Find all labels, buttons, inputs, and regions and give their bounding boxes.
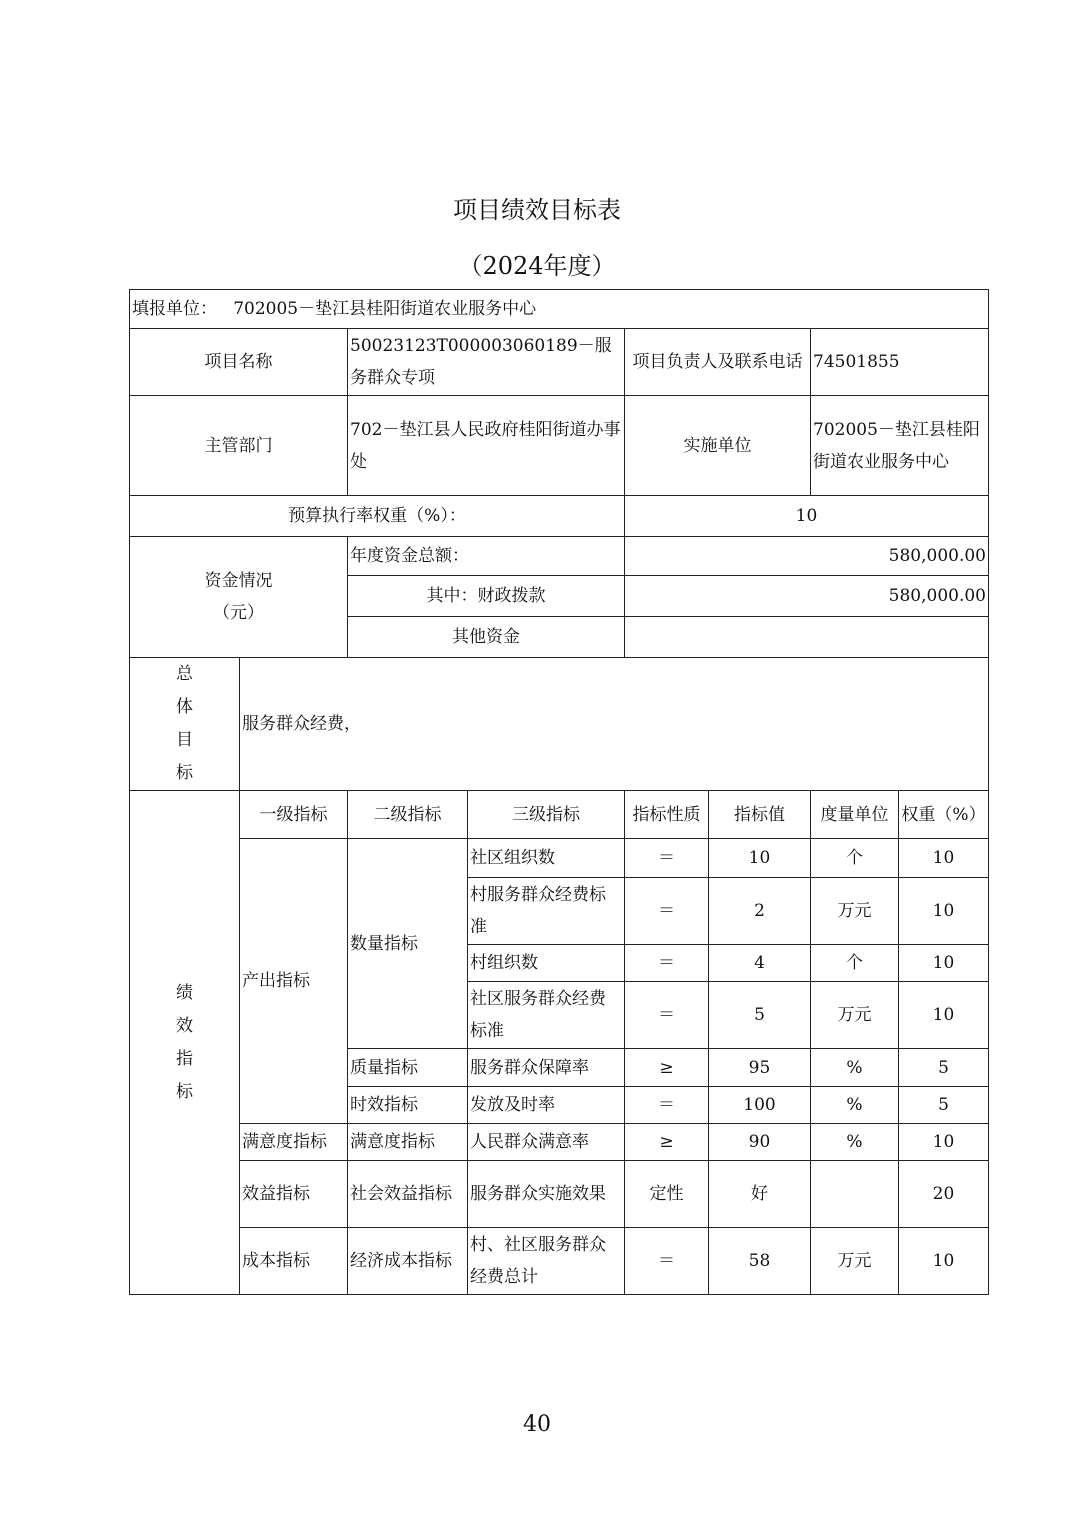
level1-satisfaction: 满意度指标: [240, 1124, 348, 1161]
indicator-value: 10: [709, 839, 811, 878]
indicator-value: 好: [709, 1161, 811, 1228]
funds-label: [130, 537, 348, 658]
page-subtitle: （2024年度）: [458, 252, 616, 280]
indicator-name: 社区服务群众经费标准: [468, 982, 625, 1049]
indicator-nature: ＝: [625, 1228, 709, 1295]
indicator-weight: 10: [899, 839, 989, 878]
goal-value: 服务群众经费，: [240, 658, 989, 791]
indicator-nature: ＝: [625, 982, 709, 1049]
header-unit: 度量单位: [811, 791, 899, 839]
funds-total-label: 年度资金总额：: [348, 537, 625, 576]
dept-label: 主管部门: [130, 396, 348, 496]
indicator-value: 5: [709, 982, 811, 1049]
indicator-unit: 万元: [811, 1228, 899, 1295]
goal-label-char: 目: [176, 730, 193, 750]
level1-benefit: 效益指标: [240, 1161, 348, 1228]
indicator-nature: ＝: [625, 945, 709, 982]
budget-weight-label: 预算执行率权重（%）：: [130, 496, 625, 537]
indicator-unit: %: [811, 1049, 899, 1087]
indicator-value: 90: [709, 1124, 811, 1161]
indicator-weight: 10: [899, 945, 989, 982]
indicator-value: 58: [709, 1228, 811, 1295]
dept-value: 702－垫江县人民政府桂阳街道办事处: [348, 396, 625, 496]
funds-fiscal-label: 其中：财政拨款: [348, 576, 625, 617]
page-title: 项目绩效目标表: [453, 196, 621, 224]
indicator-weight: 5: [899, 1049, 989, 1087]
indicator-weight: 10: [899, 1228, 989, 1295]
indicator-weight: 5: [899, 1087, 989, 1124]
perf-label-char: 效: [176, 1015, 193, 1036]
level2-satisfaction: 满意度指标: [348, 1124, 468, 1161]
indicator-unit: 万元: [811, 878, 899, 945]
indicator-weight: 10: [899, 878, 989, 945]
level2-quality: 质量指标: [348, 1049, 468, 1087]
goal-label-char: 总: [176, 664, 193, 684]
perf-label-char: 标: [176, 1081, 193, 1102]
indicator-weight: 10: [899, 982, 989, 1049]
level1-output: 产出指标: [240, 839, 348, 1124]
page-number: 40: [523, 1412, 551, 1437]
level2-economic: 经济成本指标: [348, 1228, 468, 1295]
goal-label-char: 体: [176, 697, 193, 717]
indicator-unit: [811, 1161, 899, 1228]
indicator-name: 村服务群众经费标准: [468, 878, 625, 945]
report-unit-value: 702005－垫江县桂阳街道农业服务中心: [233, 299, 537, 319]
indicator-value: 100: [709, 1087, 811, 1124]
header-value: 指标值: [709, 791, 811, 839]
indicator-name: 村组织数: [468, 945, 625, 982]
project-name-label: 项目名称: [130, 329, 348, 396]
header-weight: 权重（%）: [899, 791, 989, 839]
funds-other-value: [625, 617, 989, 658]
project-leader-label: 项目负责人及联系电话: [625, 329, 811, 396]
indicator-nature: ＝: [625, 839, 709, 878]
performance-table: [129, 289, 989, 1295]
report-unit-row: [130, 290, 989, 329]
indicator-value: 2: [709, 878, 811, 945]
indicator-nature: ≥: [625, 1049, 709, 1087]
indicator-name: 服务群众保障率: [468, 1049, 625, 1087]
indicator-value: 95: [709, 1049, 811, 1087]
indicator-nature: 定性: [625, 1161, 709, 1228]
indicator-weight: 20: [899, 1161, 989, 1228]
header-level1: 一级指标: [240, 791, 348, 839]
perf-label-char: 绩: [176, 982, 193, 1003]
indicator-name: 村、社区服务群众经费总计: [468, 1228, 625, 1295]
perf-label-char: 指: [176, 1048, 193, 1069]
header-level3: 三级指标: [468, 791, 625, 839]
indicator-nature: ＝: [625, 1087, 709, 1124]
indicator-nature: ＝: [625, 878, 709, 945]
header-nature: 指标性质: [625, 791, 709, 839]
indicator-unit: 万元: [811, 982, 899, 1049]
perf-label: [130, 791, 240, 1295]
indicator-name: 人民群众满意率: [468, 1124, 625, 1161]
impl-unit-label: 实施单位: [625, 396, 811, 496]
indicator-unit: %: [811, 1087, 899, 1124]
report-unit-label: 填报单位：: [132, 299, 217, 319]
indicator-name: 发放及时率: [468, 1087, 625, 1124]
level2-social: 社会效益指标: [348, 1161, 468, 1228]
funds-label-text: 资金情况（元）: [204, 571, 273, 623]
impl-unit-value: 702005－垫江县桂阳街道农业服务中心: [811, 396, 989, 496]
indicator-value: 4: [709, 945, 811, 982]
level2-timeliness: 时效指标: [348, 1087, 468, 1124]
project-leader-value: 74501855: [811, 329, 989, 396]
budget-weight-value: 10: [625, 496, 989, 537]
project-name-value: 50023123T000003060189－服务群众专项: [348, 329, 625, 396]
goal-label-char: 标: [176, 763, 193, 783]
indicator-unit: %: [811, 1124, 899, 1161]
funds-total-value: 580,000.00: [625, 537, 989, 576]
indicator-unit: 个: [811, 945, 899, 982]
goal-label: [130, 658, 240, 791]
level1-cost: 成本指标: [240, 1228, 348, 1295]
indicator-nature: ≥: [625, 1124, 709, 1161]
header-level2: 二级指标: [348, 791, 468, 839]
indicator-name: 服务群众实施效果: [468, 1161, 625, 1228]
indicator-name: 社区组织数: [468, 839, 625, 878]
level2-quantity: 数量指标: [348, 839, 468, 1049]
indicator-weight: 10: [899, 1124, 989, 1161]
indicator-unit: 个: [811, 839, 899, 878]
funds-other-label: 其他资金: [348, 617, 625, 658]
funds-fiscal-value: 580,000.00: [625, 576, 989, 617]
